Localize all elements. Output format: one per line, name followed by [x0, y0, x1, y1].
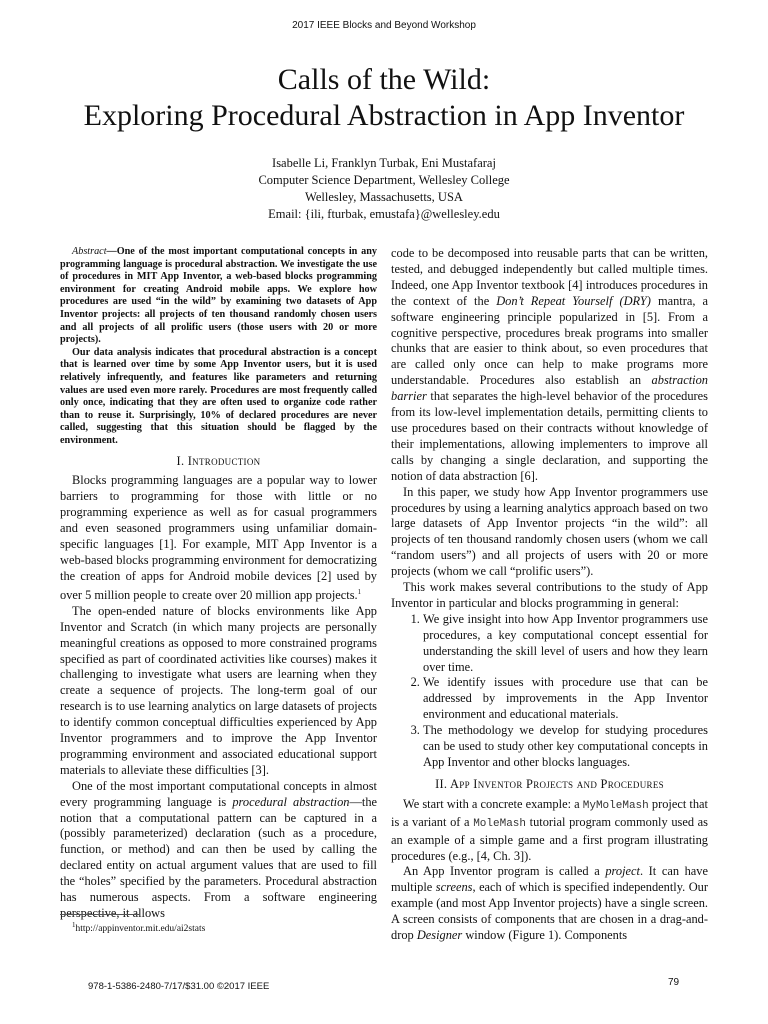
section-2-heading: II. App Inventor Projects and Procedures	[435, 776, 664, 791]
right-paragraph-2: In this paper, we study how App Inventor programmers use procedures by using a learning analytics approach based on two large datasets of App Inventor projects “in the wild”: all projects of ten thousand randomly chosen users (whom we call “random users”) and all projects of users with 20 or more projects (whom we call “prolific users”).	[391, 484, 708, 579]
intro-paragraph-1: Blocks programming languages are a popular way to lower barriers to programming for those with little or no programming experience as well as for casual programmers and even seasoned programmers using unfamiliar domain-specific languages [1]. For example, MIT App Inventor is a web-based blocks programming environment for democratizing the creation of apps for Android mobile devices [2] used by over 5 million people to create over 20 million app projects.$^1$	[60, 473, 377, 602]
footnote-rule	[60, 914, 140, 915]
section-1-heading: I. Introduction	[176, 453, 261, 468]
right-paragraph-4: We start with a concrete example: a MyMoleMash project that is a variant of a MoleMash tutorial program commonly used as an example of a simple game and a first program illustrating procedures (e.g., [4, Ch. 3]).	[391, 796, 708, 863]
abstract-paragraph-1: Abstract—One of the most important computational concepts in any programming language is procedural abstraction. We investigate the use of procedures in MIT App Inventor, a web-based blocks programming environment for creating Android mobile apps. We explore how procedures are used “in the wild” by examining two datasets of App Inventor projects: all projects of ten thousand randomly chosen users and all projects of all prolific users (those users with 20 or more projects).	[60, 246, 377, 346]
email: Email: {ili, fturbak, emustafa}@wellesley.edu	[268, 207, 500, 221]
list-item: 1. We give insight into how App Inventor programmers use procedures, a key computational concept essential for understanding the skill level of users and how they learn over time.	[423, 612, 708, 676]
abstract	[60, 246, 377, 448]
abstract-label: Abstract	[72, 246, 107, 257]
contributions-list	[391, 612, 708, 771]
right-paragraph-1: code to be decomposed into reusable parts that can be written, tested, and debugged independently but called multiple times. Indeed, one App Inventor textbook [4] introduces procedures in the context of the Don’t Repeat Yourself (DRY) mantra, a software engineering principle popularized in [5]. From a cognitive perspective, procedures break programs into smaller chunks that are easier to think about, so even procedures that are called only once can help to make programs more understandable. Procedures also establish an abstraction barrier that separates the high-level behavior of the procedures from its low-level implementation details, permitting clients to use procedures based on their contracts without knowledge of their implementations, allowing implementers to improve all calls by changing a single declaration, and supporting the notion of data abstraction [6].	[391, 246, 708, 483]
footnote: $^1$http://appinventor.mit.edu/ai2stats	[72, 921, 206, 935]
conference-header: 2017 IEEE Blocks and Beyond Workshop	[292, 20, 476, 31]
right-column	[391, 246, 708, 944]
copyright-footer: 978-1-5386-2480-7/17/$31.00 ©2017 IEEE	[88, 981, 270, 992]
page-number: 79	[668, 977, 680, 988]
title-line-1: Calls of the Wild:	[277, 63, 491, 96]
list-item: 2. We identify issues with procedure use that can be addressed by improvements in the App Inventor environment and educational materials.	[423, 675, 708, 723]
intro-paragraph-3: One of the most important computational concepts in almost every programming language is procedural abstraction—the notion that a computational pattern can be captured in a (possibly parameterized) declaration (such as a procedure, function, or method) and can then be used by calling the declared entity on actual argument values that are used to fill the “holes” specified by the parameters. Procedural abstraction has numerous aspects. From a software engineering perspective, it allows	[60, 778, 378, 920]
author-block	[0, 155, 768, 223]
affiliation: Computer Science Department, Wellesley College	[258, 173, 510, 187]
footnote-mark: 1	[357, 587, 362, 596]
abstract-paragraph-2: Our data analysis indicates that procedural abstraction is a concept that is learned over time by some App Inventor users, but it is used relatively infrequently, and features like parameters and returning values are used even more rarely. Procedures are most frequently called only once, indicating that they are often used to organize code rather than to reuse it. Surprisingly, 10% of declared procedures are never called, suggesting that this situation should be flagged by the environment.	[60, 346, 377, 446]
title-line-2: Exploring Procedural Abstraction in App Inventor	[83, 99, 685, 132]
right-paragraph-3: This work makes several contributions to the study of App Inventor in particular and blocks programming in general:	[391, 580, 708, 610]
list-item: 3. The methodology we develop for studying procedures can be used to study other key computational concepts in App Inventor and other blocks languages.	[423, 723, 708, 771]
right-paragraph-5: An App Inventor program is called a project. It can have multiple screens, each of which is specified independently. Our example (and most App Inventor projects) have a single screen. A screen consists of components that are chosen in a drag-and-drop Designer window (Figure 1). Components	[391, 864, 709, 943]
left-column	[60, 246, 377, 922]
paper-title	[0, 62, 768, 134]
intro-paragraph-2: The open-ended nature of blocks environments like App Inventor and Scratch (in which many projects are personally meaningful creations as opposed to more constrained programs specified as part of coordinated activities like courses) makes it challenging to investigate what users are learning when they create a sequence of projects. The long-term goal of our research is to use learning analytics on large datasets of projects to identify common conceptual difficulties experienced by App Inventor programmers and to improve the App Inventor programming environment and associated educational support materials to alleviate these difficulties [3].	[60, 603, 377, 777]
authors: Isabelle Li, Franklyn Turbak, Eni Mustafaraj	[272, 156, 496, 170]
location: Wellesley, Massachusetts, USA	[305, 190, 463, 204]
